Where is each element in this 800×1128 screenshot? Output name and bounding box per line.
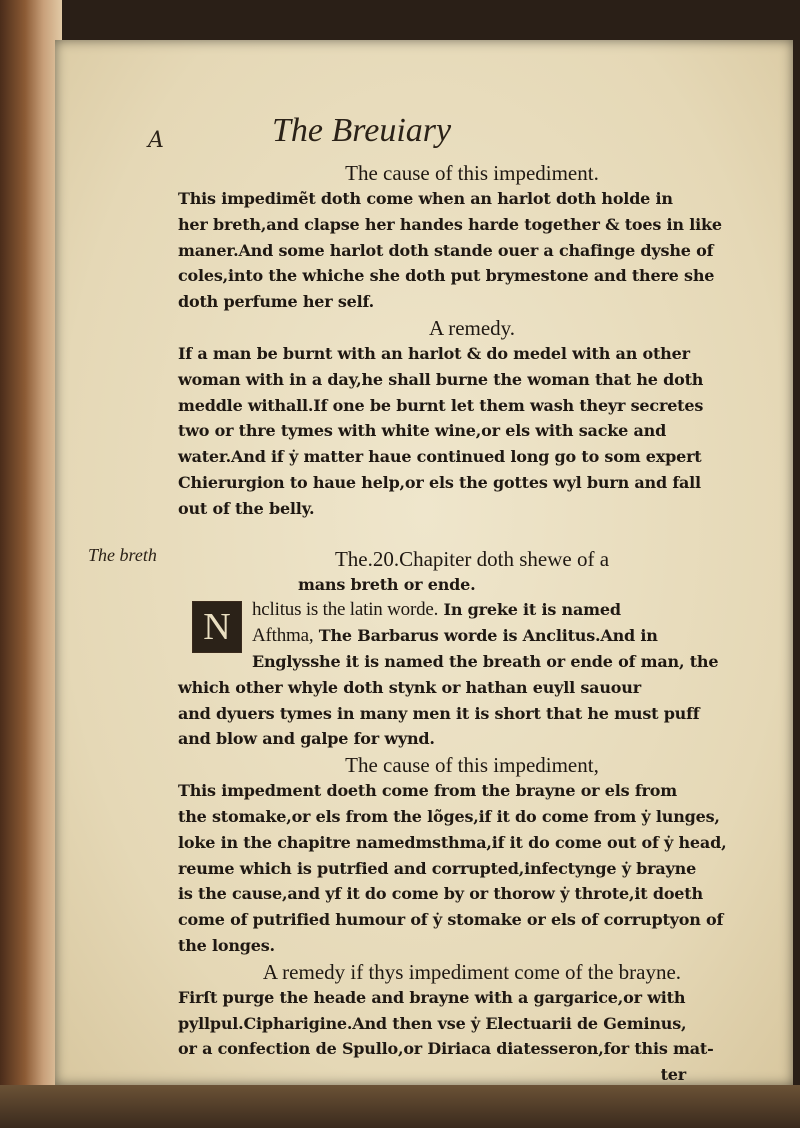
text-line: loke in the chapitre namedmsthma,if it do come out of ẏ head, [178,832,727,852]
catchword: ter [660,1065,686,1085]
text-line: her breth,and clapse her handes harde together & toes in like [178,214,722,234]
text-line: meddle withall.If one be burnt let them wash theyr secretes [178,395,704,415]
decorated-initial: N [192,601,242,653]
text-line: and dyuers tymes in many men it is short that he must puff [178,703,700,723]
section-heading: A remedy if thys impediment come of the brayne. [262,959,682,984]
text-line: Englysshe it is named the breath or ende of man, the [252,651,719,671]
dropcap-paragraph [178,597,726,674]
text-line: water.And if ẏ matter haue continued long go to som expert [178,447,702,467]
text-line: Chierurgion to haue help,or els the gottes wyl burn and fall [178,472,701,492]
chapter-heading-continued: mans breth or ende. [298,574,476,594]
signature-mark: A [148,128,164,153]
section-gap [178,522,726,546]
text-line [178,623,726,649]
chapter-heading: The.20.Chapiter doth shewe of a [334,546,610,571]
latin-term: Afthma, [252,625,314,647]
text-line: If a man be burnt with an harlot & do medel with an other [178,343,690,363]
text-line: the stomake,or els from the lõges,if it do come from ẏ lunges, [178,806,720,826]
text-line: or a confection de Spullo,or Diriaca diatesseron,for this mat- [178,1039,714,1059]
text-line: pyllpul.Cipharigine.And then vse ẏ Electuarii de Geminus, [178,1013,687,1033]
text-run: In greke it is named [443,600,621,620]
margin-note: The breth [88,545,157,565]
section-heading: The cause of this impediment. [345,161,599,185]
text-line: two or thre tymes with white wine,or els with sacke and [178,421,667,441]
text-line: This impedment doeth come from the brayne or els from [178,781,677,801]
text-run: The Barbarus worde is Anclitus.And in [318,626,658,646]
page-text [178,160,726,1088]
book-spine-edge [0,0,62,1128]
running-head: The Breuiary [272,112,452,149]
section-heading: The cause of this impediment, [345,753,599,778]
text-line: woman with in a day,he shall burne the woman that he doth [178,369,704,389]
text-line: maner.And some harlot doth stande ouer a chafinge dyshe of [178,240,714,260]
text-line: reume which is putrfied and corrupted,infectynge ẏ brayne [178,858,697,878]
text-line: out of the belly. [178,498,315,518]
section-heading: A remedy. [428,315,516,340]
book-bottom-edge [0,1085,800,1128]
text-line: and blow and galpe for wynd. [178,729,435,749]
latin-term: hclitus is the latin worde. [252,599,439,621]
text-line: which other whyle doth stynk or hathan euyll sauour [178,677,641,697]
text-line: This impedimẽt doth come when an harlot doth holde in [178,189,673,208]
text-line: is the cause,and yf it do come by or thorow ẏ throte,it doeth [178,884,703,904]
text-line: Firſt purge the heade and brayne with a gargarice,or with [178,987,686,1007]
text-line: come of putrified humour of ẏ stomake or els of corruptyon of [178,910,724,930]
text-line: the longes. [178,935,275,955]
text-line: coles,into the whiche she doth put brymestone and there she [178,266,715,286]
text-line [178,597,726,623]
text-line: doth perfume her self. [178,292,375,312]
